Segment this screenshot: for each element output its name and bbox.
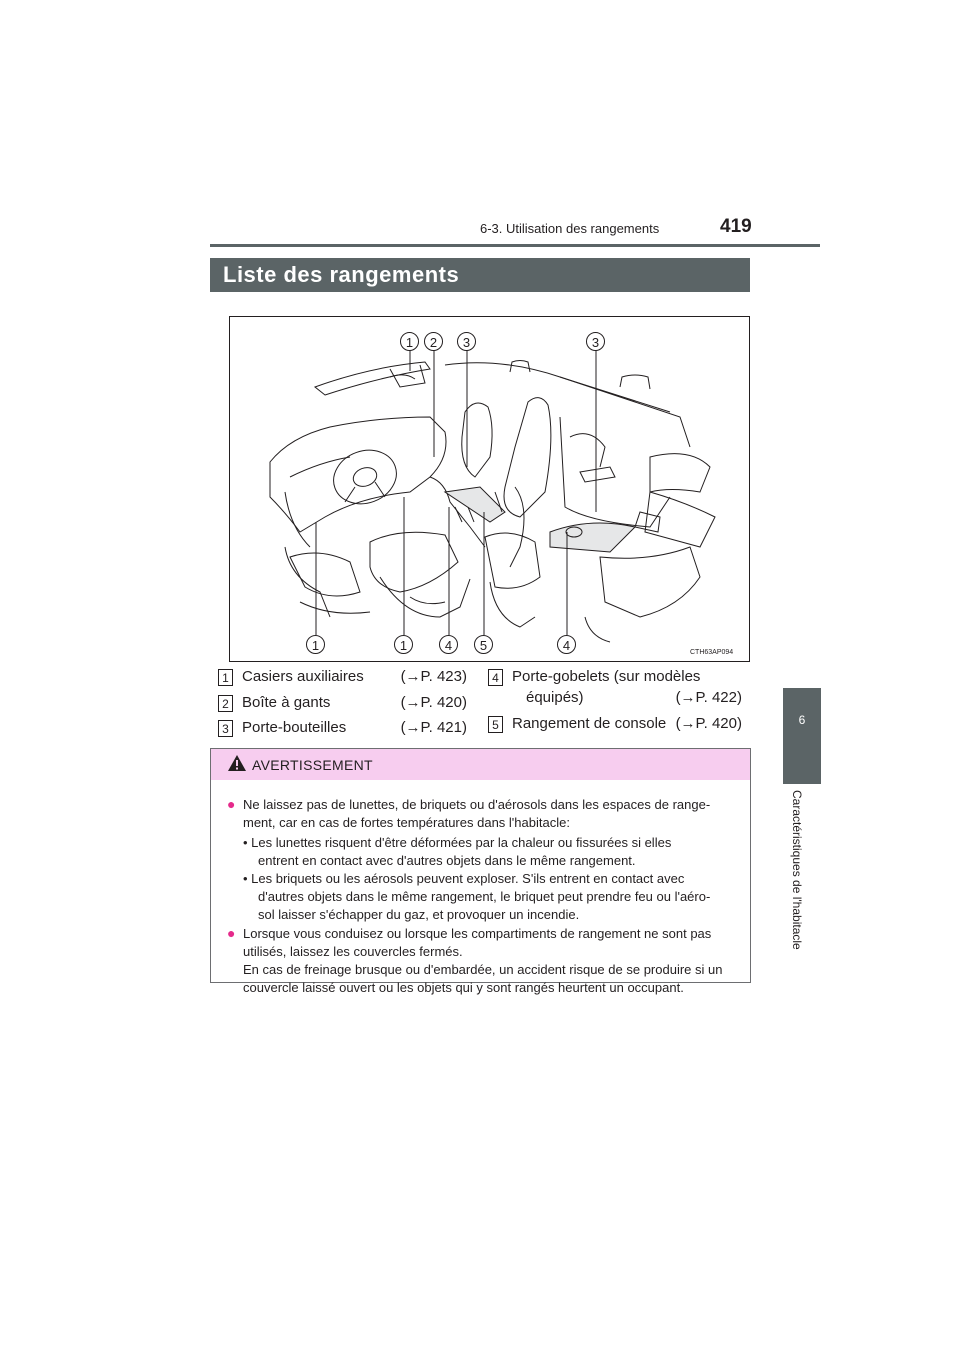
legend-ref-2[interactable]: (→P. 420) xyxy=(400,694,467,711)
callout-bottom-1: 1 xyxy=(306,635,325,654)
page-number: 419 xyxy=(720,216,752,237)
chapter-title-vertical xyxy=(790,790,810,1040)
warning-sub2-line1: • Les briquets ou les aérosols peuvent exploser. S'ils entrent en contact avec xyxy=(243,871,685,886)
callout-top-3: 3 xyxy=(457,332,476,351)
bullet-icon: ● xyxy=(227,796,236,812)
legend-label-4-line2: équipés) xyxy=(526,689,584,706)
legend-label-1: Casiers auxiliaires xyxy=(242,668,364,685)
callout-bottom-4: 4 xyxy=(439,635,458,654)
header-rule xyxy=(210,244,820,247)
legend-label-3: Porte-bouteilles xyxy=(242,719,347,736)
legend-num-1: 1 xyxy=(218,669,233,686)
interior-illustration xyxy=(229,316,750,662)
chapter-tab[interactable] xyxy=(783,688,821,784)
section-header: 6-3. Utilisation des rangements xyxy=(480,221,660,236)
legend-ref-5[interactable]: (→P. 420) xyxy=(675,715,742,732)
legend-num-5: 5 xyxy=(488,716,503,733)
warning-bullet2-line4: couvercle laissé ouvert ou les objets qui y sont rangés heurtent un occupant. xyxy=(243,980,684,995)
warning-bullet1-line1: Ne laissez pas de lunettes, de briquets ou d'aérosols dans les espaces de range- xyxy=(243,797,711,812)
callout-top-3b: 3 xyxy=(586,332,605,351)
warning-triangle-icon xyxy=(227,754,247,772)
legend-label-2: Boîte à gants xyxy=(242,694,331,711)
figure-code: CTH63AP094 xyxy=(690,649,734,656)
warning-sub1-line2: entrent en contact avec d'autres objets dans le même rangement. xyxy=(258,853,636,868)
legend-label-4-line1: Porte-gobelets (sur modèles xyxy=(512,668,701,685)
callout-top-2: 2 xyxy=(424,332,443,351)
bullet-icon: ● xyxy=(227,925,236,941)
section-title: Liste des rangements xyxy=(223,262,460,287)
car-interior-drawing xyxy=(230,317,751,663)
callout-bottom-4b: 4 xyxy=(557,635,576,654)
legend-label-5: Rangement de console xyxy=(512,715,667,732)
callout-bottom-5: 5 xyxy=(474,635,493,654)
warning-sub2-line3: sol laisser s'échapper du gaz, et provoquer un incendie. xyxy=(258,907,580,922)
legend-num-2: 2 xyxy=(218,695,233,712)
legend-num-4: 4 xyxy=(488,669,503,686)
callout-top-1: 1 xyxy=(400,332,419,351)
warning-sub2-line2: d'autres objets dans le même rangement, le briquet peut prendre feu ou l'aéro- xyxy=(258,889,711,904)
callout-bottom-1b: 1 xyxy=(394,635,413,654)
chapter-title: Caractéristiques de l'habitacle xyxy=(790,790,804,950)
warning-bullet2-line1: Lorsque vous conduisez ou lorsque les compartiments de rangement ne sont pas xyxy=(243,926,712,941)
warning-bullet2-line3: En cas de freinage brusque ou d'embardée, un accident risque de se produire si un xyxy=(243,962,723,977)
warning-bullet1-line2: ment, car en cas de fortes températures dans l'habitacle: xyxy=(243,815,570,830)
legend-ref-3[interactable]: (→P. 421) xyxy=(400,719,467,736)
chapter-number: 6 xyxy=(798,713,806,727)
warning-bullet2-line2: utilisés, laissez les couvercles fermés. xyxy=(243,944,463,959)
legend-ref-1[interactable]: (→P. 423) xyxy=(400,668,467,685)
legend-ref-4[interactable]: (→P. 422) xyxy=(675,689,742,706)
warning-title: AVERTISSEMENT xyxy=(252,757,373,773)
warning-sub1-line1: • Les lunettes risquent d'être déformées par la chaleur ou fissurées si elles xyxy=(243,835,672,850)
legend-num-3: 3 xyxy=(218,720,233,737)
